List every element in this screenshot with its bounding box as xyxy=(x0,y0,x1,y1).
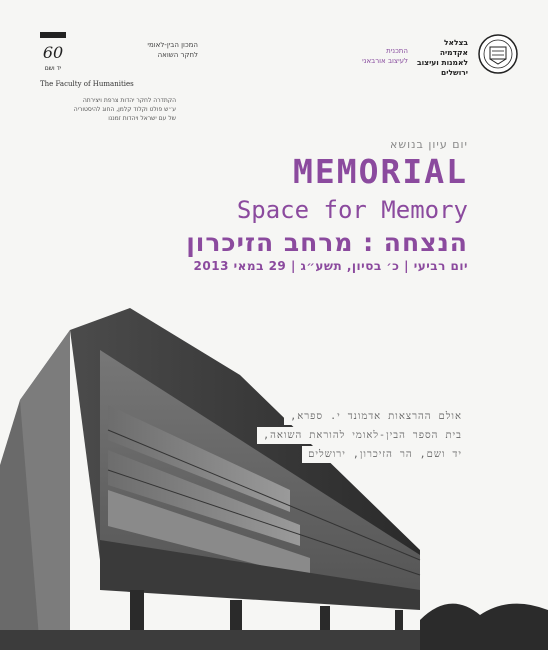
logo-number: 60 xyxy=(42,43,64,62)
event-date: יום רביעי | כ׳ בסיון, תשע״ג | 29 במאי 2013 xyxy=(193,259,468,273)
huji-label: The Faculty of Humanities xyxy=(40,80,134,88)
bezalel-line: אקדמיה xyxy=(439,48,468,57)
bezalel-name xyxy=(412,38,468,78)
location-line-3: יד ושם, הר הזיכרון, ירושלים xyxy=(302,446,468,463)
program-line: לעיצוב אורבאני xyxy=(362,57,408,65)
title-memorial: MEMORIAL xyxy=(293,152,468,191)
institute-line: המכון הבין-לאומי xyxy=(147,41,198,49)
chair-line: ע״ש פולט וקלוד קלמן, החוג להיסטוריה xyxy=(73,106,176,113)
logo-text: יד ושם xyxy=(44,65,62,72)
huji-logo xyxy=(40,80,164,94)
program-name xyxy=(336,46,408,66)
institute-line: לחקר השואה xyxy=(157,51,198,59)
bezalel-seal-icon xyxy=(478,34,518,74)
program-line: התכנית xyxy=(386,47,408,55)
bezalel-line: לאמנות ועיצוב xyxy=(417,58,468,67)
chair-line: של עם ישראל ויהדות זמננו xyxy=(108,115,176,122)
location-line-2: בית הספר הבין-לאומי להוראת השואה, xyxy=(257,427,468,444)
event-subject: יום עיון בנושא xyxy=(390,138,468,151)
location-line-1: אולם ההרצאות אדמונד י. ספרא, xyxy=(284,408,468,425)
yad-vashem-institute xyxy=(78,40,198,60)
title-space-for-memory: Space for Memory xyxy=(236,196,468,224)
title-hebrew: הנצחה : מרחב הזיכרון xyxy=(186,228,468,257)
huji-chair xyxy=(40,96,176,123)
bezalel-line: ירושלים xyxy=(441,68,468,77)
bezalel-line: בצלאל xyxy=(443,38,468,47)
chair-line: הקתדרה לחקר יהדות צרפת ויצירתה xyxy=(82,97,176,104)
building-photo xyxy=(0,290,548,650)
yad-vashem-logo xyxy=(40,32,66,76)
